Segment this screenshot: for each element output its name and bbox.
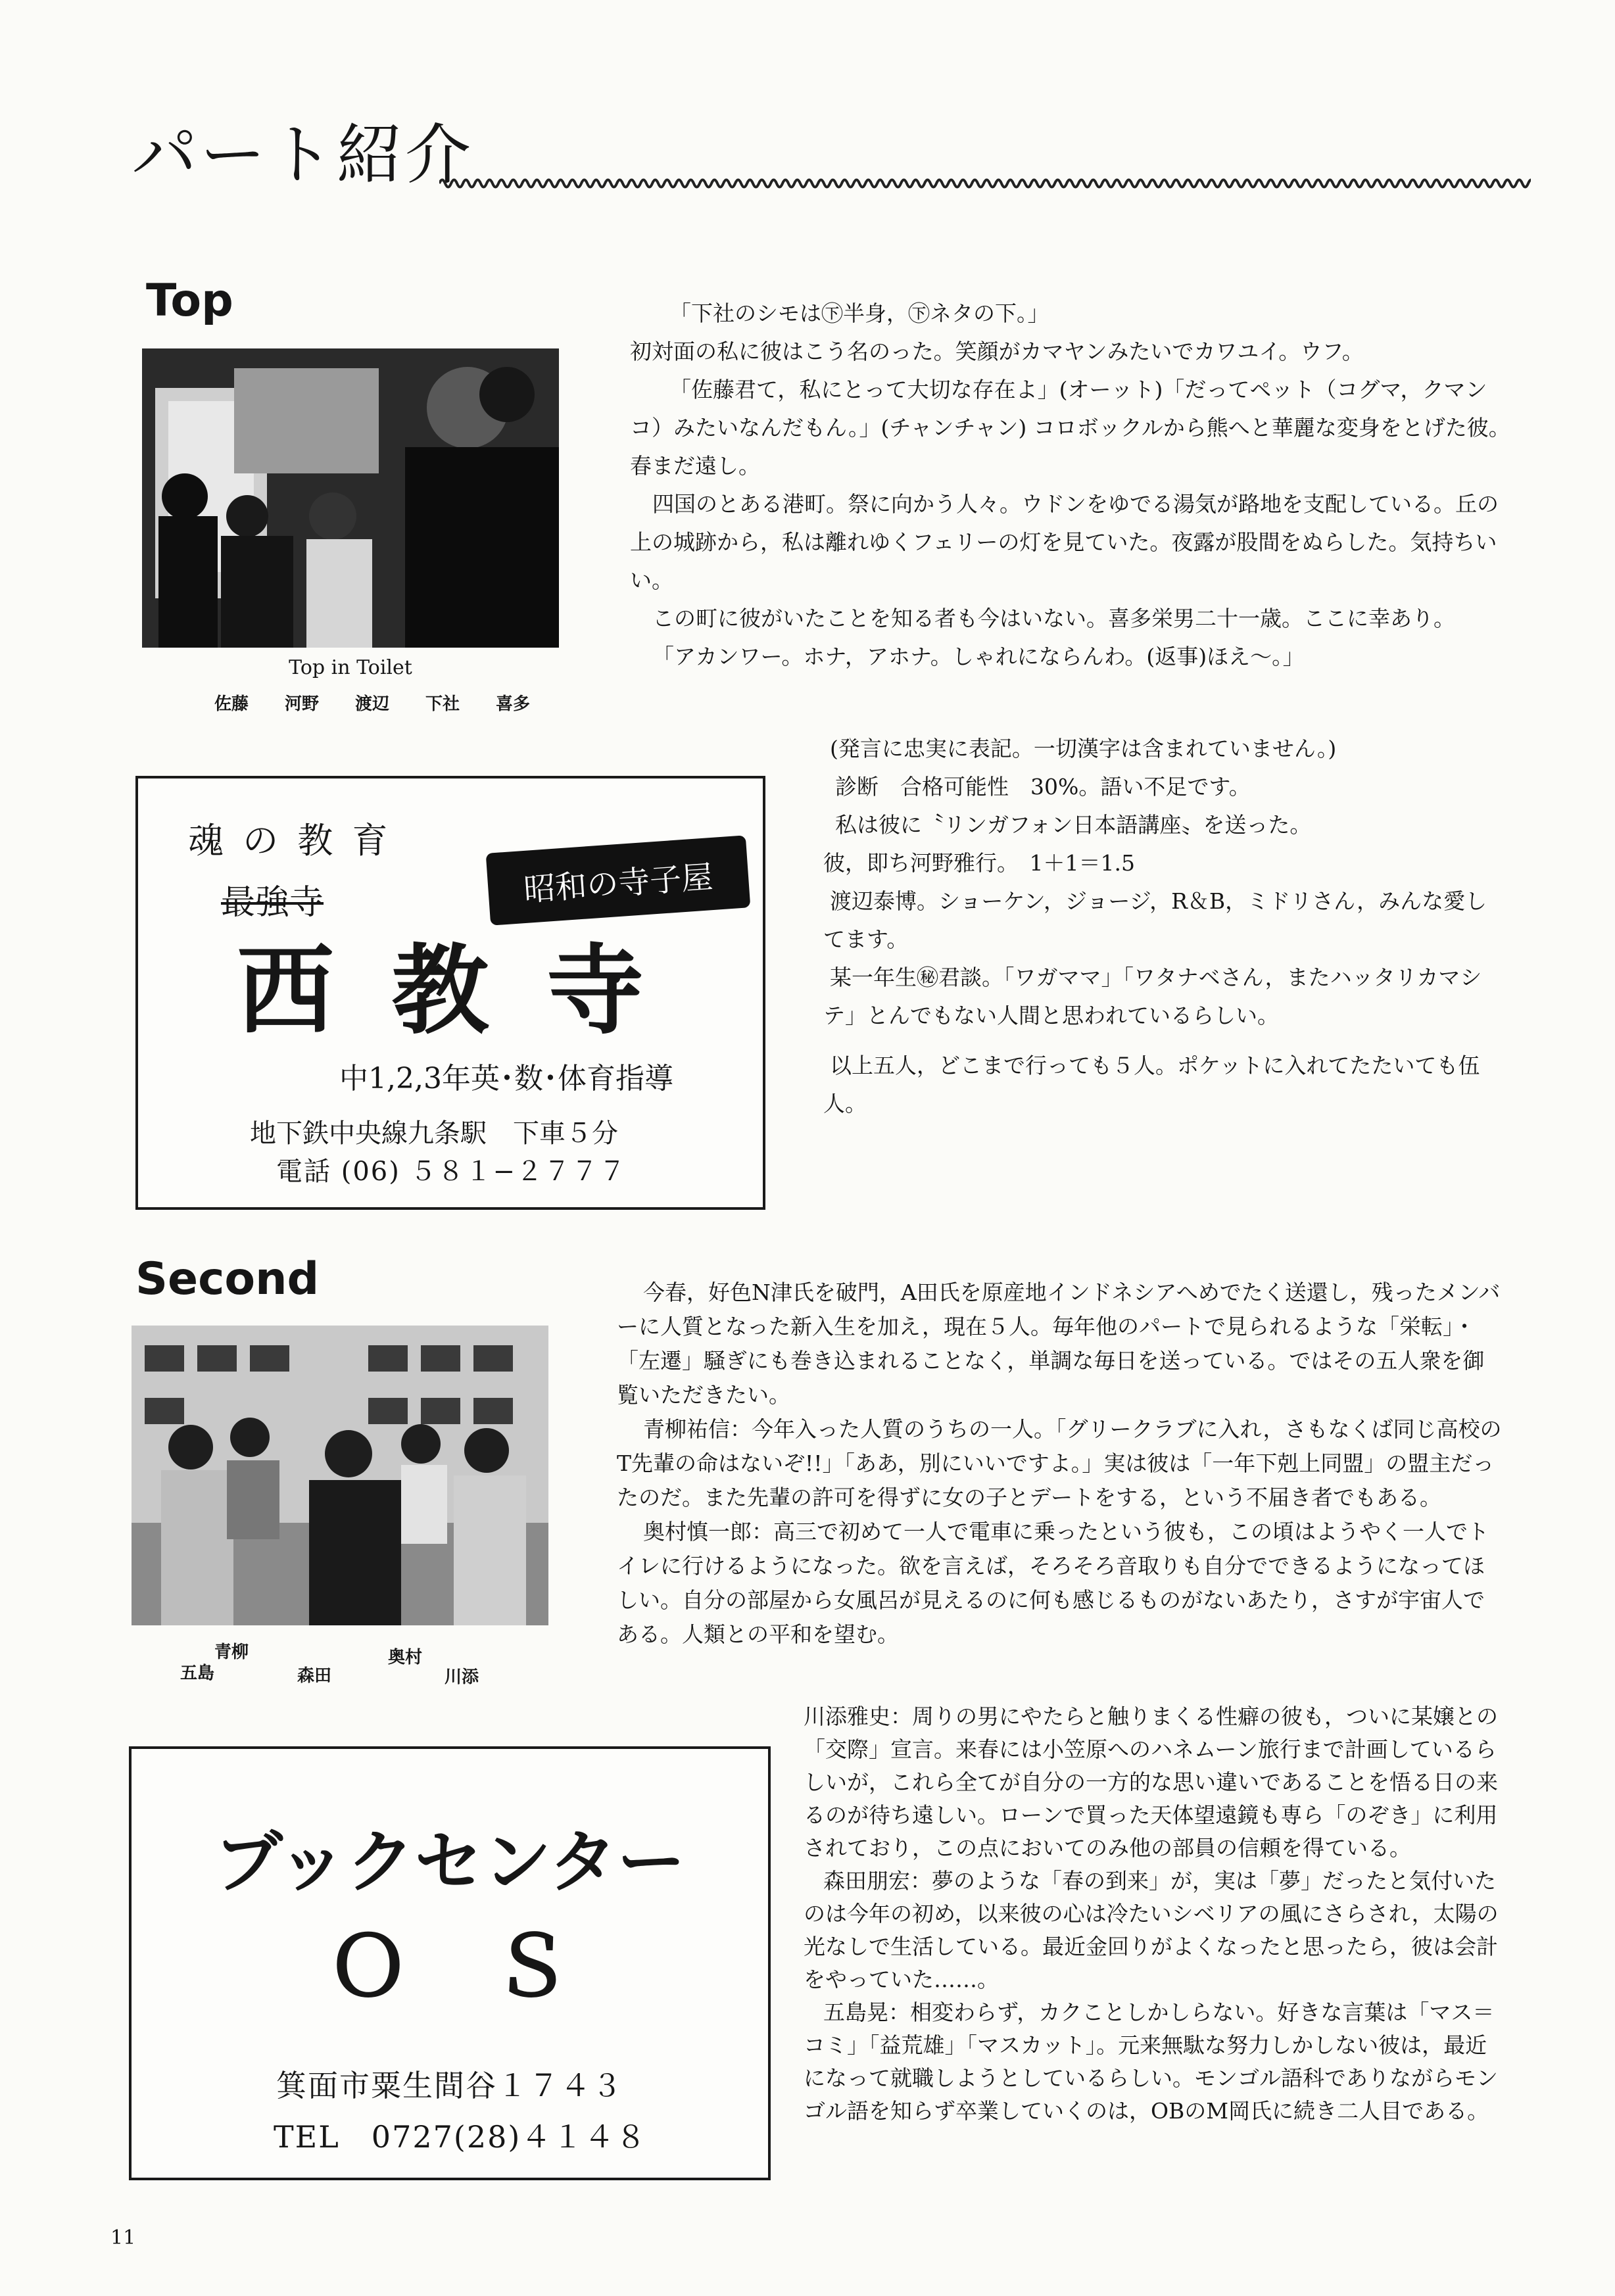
paragraph: 森田朋宏：夢のような「春の到来」が，実は「夢」だったと気付いたのは今年の初め，以来彼の心は冷たいシベリアの風にさらされ，太陽の光なしで生活している。最近金回りがよくなったと思ったら，彼は会計をやっていた……。 xyxy=(804,1868,1499,1992)
name-label: 奥村 xyxy=(388,1648,423,1667)
page-title: パート紹介 xyxy=(132,116,473,193)
ad-saikyoji xyxy=(135,776,765,1210)
section-heading-top: Top xyxy=(146,275,233,327)
top-article xyxy=(630,295,1522,676)
ad-access: 地下鉄中央線九条駅 下車５分 xyxy=(250,1118,618,1149)
name-label: 佐藤 xyxy=(214,694,249,714)
name-label: 渡辺 xyxy=(354,694,389,714)
ad-school-name: 西 教 寺 xyxy=(237,933,656,1047)
paragraph: 「アカンワー。ホナ，アホナ。しゃれにならんわ。(返事)ほえ～。」 xyxy=(652,644,1305,669)
name-label: 森田 xyxy=(297,1666,332,1686)
top-photo-caption: Top in Toilet xyxy=(289,656,412,679)
second-article xyxy=(617,1276,1502,1652)
ad-struck-name: 最強寺 xyxy=(221,883,324,922)
ad-store-letters: Ｏ Ｓ xyxy=(327,1920,572,2015)
top-photo-names xyxy=(214,690,530,715)
name-label: 五島 xyxy=(180,1663,215,1683)
second-article-continued xyxy=(804,1700,1502,2128)
paragraph: 某一年生㊙君談。「ワガママ」「ワタナベさん，またハッタリカマシテ」とんでもない人間と思われているらしい。 xyxy=(823,965,1482,1028)
paragraph: 私は彼に〝リンガフォン日本語講座〟を送った。 xyxy=(835,812,1312,838)
top-group-photo xyxy=(142,348,559,648)
ad-subjects: 中1,2,3年英･数･体育指導 xyxy=(339,1062,673,1095)
paragraph: 診断 合格可能性 30%。語い不足です。 xyxy=(835,774,1251,800)
paragraph: 初対面の私に彼はこう名のった。笑顔がカマヤンみたいでカワユイ。ウフ。 xyxy=(630,339,1364,364)
paragraph: 奥村慎一郎：高三で初めて一人で電車に乗ったという彼も，この頃はようやく一人でトイレに行けるようになった。欲を言えば，そろそろ音取りも自分でできるようになってほしい。自分の部屋から女風呂が見えるのに何も感じるものがないあたり，さすが宇宙人である。人類との平和を望む。 xyxy=(617,1519,1489,1647)
second-group-photo xyxy=(132,1326,548,1625)
paragraph: 以上五人，どこまで行っても５人。ポケットに入れてたたいても伍人。 xyxy=(823,1053,1480,1116)
paragraph: 五島晃：相変わらず，カクことしかしらない。好きな言葉は「マス＝コミ」「益荒雄」「マスカット」。元来無駄な努力しかしない彼は，最近になって就職しようとしているらしい。モンゴル語科でありながらモンゴル語を知らず卒業していくのは，OBのM岡氏に続き二人目である。 xyxy=(804,1999,1498,2124)
page-number: 11 xyxy=(110,2226,136,2249)
name-label: 青柳 xyxy=(214,1642,249,1662)
paragraph: 今春，好色N津氏を破門，A田氏を原産地インドネシアへめでたく送還し，残ったメンバーに人質となった新入生を加え，現在５人。毎年他のパートで見られるような「栄転」・「左遷」騒ぎにも巻き込まれることなく，単調な毎日を送っている。ではその五人衆を御覧いただきたい。 xyxy=(617,1280,1501,1408)
ad-store-name: ブックセンター xyxy=(214,1822,686,1902)
ad-store-address: 箕面市粟生間谷１７４３ xyxy=(276,2068,623,2103)
paragraph: 四国のとある港町。祭に向かう人々。ウドンをゆでる湯気が路地を支配している。丘の上の城跡から，私は離れゆくフェリーの灯を見ていた。夜露が股間をぬらした。気持ちいい。 xyxy=(630,491,1499,593)
section-heading-second: Second xyxy=(135,1253,320,1305)
ad-store-tel: TEL 0727(28)４１４８ xyxy=(274,2119,648,2155)
paragraph: (発言に忠実に表記。一切漢字は含まれていません。) xyxy=(830,736,1337,761)
paragraph: 川添雅史：周りの男にやたらと触りまくる性癖の彼も，ついに某嬢との「交際」宣言。来春には小笠原へのハネムーン旅行まで計画しているらしいが，これら全てが自分の一方的な思い違いであることを悟る日の来るのが待ち遠しい。ローンで買った天体望遠鏡も専ら「のぞき」に利用されており，この点においてのみ他の部員の信頼を得ている。 xyxy=(804,1704,1498,1861)
top-article-continued xyxy=(823,730,1507,1123)
paragraph: この町に彼がいたことを知る者も今はいない。喜多栄男二十一歳。ここに幸あり。 xyxy=(652,606,1455,631)
paragraph: 「佐藤君て，私にとって大切な存在よ」(オーット)「だってペット（コグマ，クマンコ）みたいなんだもん。」(チャンチャン) コロボックルから熊へと華麗な変身をとげた彼。 春まだ遠し。 xyxy=(630,377,1522,479)
name-label: 下社 xyxy=(425,694,460,714)
ad-book-center-os xyxy=(129,1746,771,2180)
paragraph: 彼，即ち河野雅行。 1＋1＝1.5 xyxy=(823,850,1135,876)
ad-phone: 電話 (06) ５８１−２７７７ xyxy=(276,1157,627,1187)
ad-slogan: 魂 の 教 育 xyxy=(188,820,392,861)
paragraph: 「下社のシモは㊦半身，㊦ネタの下。」 xyxy=(669,300,1049,326)
name-label: 喜多 xyxy=(495,694,530,714)
ad-badge: 昭和の寺子屋 xyxy=(486,835,751,925)
name-label: 川添 xyxy=(445,1667,479,1687)
name-label: 河野 xyxy=(284,694,319,714)
paragraph: 青柳祐信：今年入った人質のうちの一人。「グリークラブに入れ，さもなくば同じ高校のT先輩の命はないぞ!!」「ああ，別にいいですよ。」実は彼は「一年下剋上同盟」の盟主だったのだ。また先輩の許可を得ずに女の子とデートをする，という不届き者でもある。 xyxy=(617,1416,1502,1510)
title-wavy-rule xyxy=(439,174,1531,193)
paragraph: 渡辺泰博。ショーケン，ジョージ，R＆B，ミドリさん，みんな愛してます。 xyxy=(823,888,1487,952)
